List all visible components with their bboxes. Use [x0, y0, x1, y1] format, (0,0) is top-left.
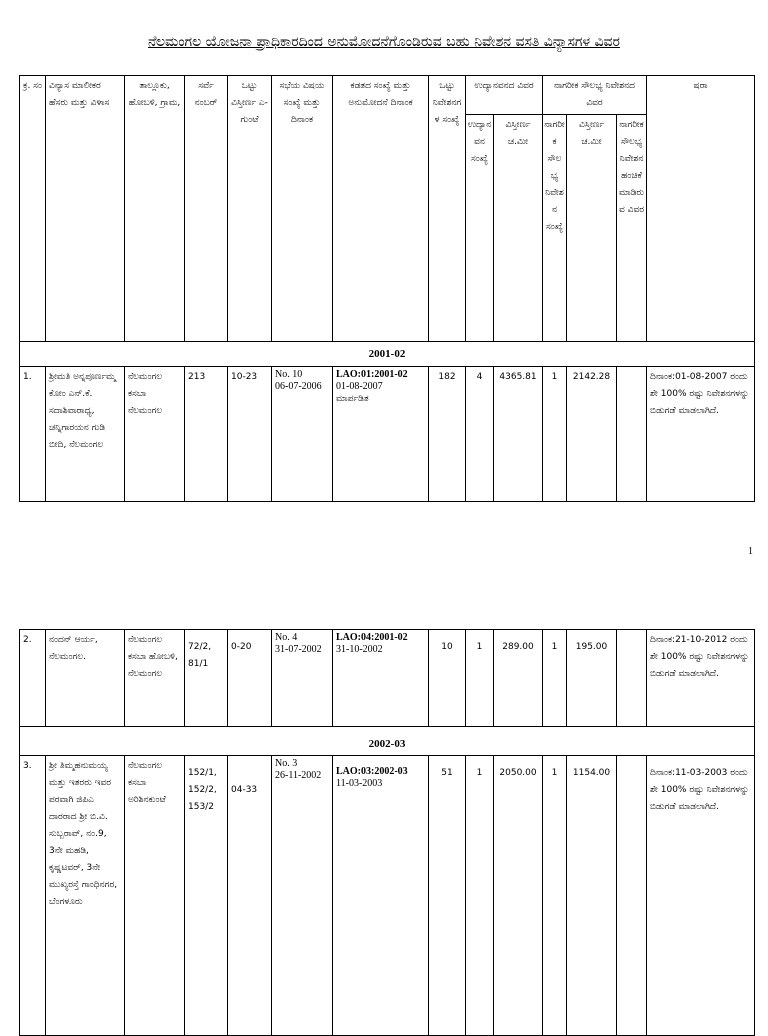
cell-total-area: 10-23: [228, 367, 272, 502]
cell-park-area: 289.00: [494, 630, 543, 727]
cell-serial: 1.: [20, 367, 46, 502]
cell-total-sites: 182: [429, 367, 466, 502]
col-header-total-sites: ಒಟ್ಟು ನಿವೇಶನಗಳ ಸಂಖ್ಯೆ: [429, 76, 466, 342]
cell-serial: 3.: [20, 756, 46, 1036]
cell-meeting: [272, 367, 333, 502]
meeting-date: 06-07-2006: [275, 381, 322, 392]
cell-park-area: 2050.00: [494, 756, 543, 1036]
approval-date: 11-03-2003: [336, 778, 383, 789]
cell-civic-area: 1154.00: [567, 756, 617, 1036]
meeting-number: No. 3: [275, 758, 298, 769]
layouts-table-page-1: [19, 75, 755, 502]
cell-park-count: 1: [466, 756, 494, 1036]
cell-survey: 152/1, 152/2, 153/2: [185, 756, 228, 1036]
cell-meeting: [272, 630, 333, 727]
col-header-park-count: ಉದ್ಯಾನವನ ಸಂಖ್ಯೆ: [466, 115, 494, 342]
col-header-serial: ಕ್ರ. ಸಂ: [20, 76, 46, 342]
cell-owner: ನಂದನ್ ಆರ್ಯ, ನೆಲಮಂಗಲ.: [46, 630, 125, 727]
cell-survey: 72/2, 81/1: [185, 630, 228, 727]
cell-file: [333, 756, 429, 1036]
col-header-civic-group: ನಾಗರೀಕ ಸೌಲಭ್ಯ ನಿವೇಶನದ ವಿವರ: [543, 76, 647, 115]
cell-meeting: [272, 756, 333, 1036]
table-row: [20, 630, 755, 727]
cell-civic-handover: [617, 756, 647, 1036]
col-header-taluk: ತಾಲ್ಲೂಕು, ಹೋಬಳಿ, ಗ್ರಾಮ,: [125, 76, 185, 342]
document-title: ನೆಲಮಂಗಲ ಯೋಜನಾ ಪ್ರಾಧಿಕಾರದಿಂದ ಅನುಮೋದನೆಗೊಂಡಿರುವ ಬಹು ನಿವೇಶನ ವಸತಿ ವಿನ್ಯಾಸಗಳ ವಿವರ: [148, 34, 620, 50]
cell-park-count: 1: [466, 630, 494, 727]
cell-survey: 213: [185, 367, 228, 502]
file-number: LAO:01:2001-02: [336, 369, 408, 380]
cell-park-count: 4: [466, 367, 494, 502]
year-heading-2002-03: 2002-03: [20, 727, 755, 756]
col-header-meeting: ಸಭೆಯ ವಿಷಯ ಸಂಖ್ಯೆ ಮತ್ತು ದಿನಾಂಕ: [272, 76, 333, 342]
header-row: [20, 76, 755, 115]
cell-remarks: ದಿನಾಂಕ:11-03-2003 ರಂದು ಶೇ 100% ರಷ್ಟು ನಿವೇಶನಗಳನ್ನು ಬಿಡುಗಡೆ ಮಾಡಲಾಗಿದೆ.: [647, 756, 755, 1036]
table-row: [20, 756, 755, 1036]
cell-taluk: ನೆಲಮಂಗಲ ಕಸಬಾ ಅರಿಶಿನಕುಂಟೆ: [125, 756, 185, 1036]
approval-date: 01-08-2007: [336, 381, 383, 392]
cell-civic-handover: [617, 630, 647, 727]
approval-date: 31-10-2002: [336, 644, 383, 655]
cell-total-sites: 51: [429, 756, 466, 1036]
file-note: ಮಾರ್ಪಡಿತ: [336, 394, 369, 404]
col-header-civic-handover: ನಾಗರೀಕ ಸೌಲಭ್ಯ ನಿವೇಶನ ಹಂಚಿಕೆ ಮಾಡಿರುವ ವಿವರ: [617, 115, 647, 342]
meeting-date: 31-07-2002: [275, 644, 322, 655]
cell-taluk: ನೆಲಮಂಗಲ ಕಸಬಾ ನೆಲಮಂಗಲ: [125, 367, 185, 502]
meeting-number: No. 10: [275, 369, 303, 380]
cell-total-area: 0-20: [228, 630, 272, 727]
meeting-number: No. 4: [275, 632, 298, 643]
cell-taluk: ನೆಲಮಂಗಲ ಕಸಬಾ ಹೋಬಳಿ, ನೆಲಮಂಗಲ: [125, 630, 185, 727]
layouts-table-page-2: [19, 629, 755, 1036]
col-header-park-area: ವಿಸ್ತೀರ್ಣ ಚ.ಮೀ: [494, 115, 543, 342]
table-row: [20, 367, 755, 502]
file-number: LAO:03:2002-03: [336, 766, 408, 777]
page-number: 1: [748, 546, 753, 557]
col-header-survey: ಸರ್ವೆ ನಂಬರ್: [185, 76, 228, 342]
cell-total-sites: 10: [429, 630, 466, 727]
cell-file: [333, 367, 429, 502]
col-header-civic-area: ವಿಸ್ತೀರ್ಣ ಚ.ಮೀ: [567, 115, 617, 342]
col-header-remarks: ಷರಾ: [647, 76, 755, 342]
cell-owner: ಶ್ರೀ ತಿಮ್ಮಹನುಮಯ್ಯ ಮತ್ತು ಇತರರು ಇವರ ಪರವಾಗಿ ಜಿಪಿಎ ದಾರರಾದ ಶ್ರೀ ಬಿ.ವಿ. ಸುಬ್ಬರಾವ್, ನಂ.9, 3ನೇ ಮಹಡಿ, ಕೃಷ್ಣಟವರ್, 3ನೇ ಮುಖ್ಯರಸ್ತೆ ಗಾಂಧಿನಗರ, ಬೆಂಗಳೂರು: [46, 756, 125, 1036]
col-header-owner: ವಿನ್ಯಾಸ ಮಾಲೀಕರ ಹೆಸರು ಮತ್ತು ವಿಳಾಸ: [46, 76, 125, 342]
year-row: [20, 342, 755, 367]
col-header-total-area: ಒಟ್ಟು ವಿಸ್ತೀರ್ಣ ಎ-ಗುಂಟೆ: [228, 76, 272, 342]
cell-civic-area: 2142.28: [567, 367, 617, 502]
cell-remarks: ದಿನಾಂಕ:01-08-2007 ರಂದು ಶೇ 100% ರಷ್ಟು ನಿವೇಶನಗಳನ್ನು ಬಿಡುಗಡೆ ಮಾಡಲಾಗಿದೆ.: [647, 367, 755, 502]
cell-civic-count: 1: [543, 756, 567, 1036]
meeting-date: 26-11-2002: [275, 770, 322, 781]
cell-civic-handover: [617, 367, 647, 502]
cell-civic-area: 195.00: [567, 630, 617, 727]
cell-owner: ಶ್ರೀಮತಿ ಅನ್ನಪೂರ್ಣಮ್ಮ ಕೋಂ ಎನ್.ಕೆ. ಸದಾಶಿವಾರಾಧ್ಯ, ಚನ್ನಿಗಾರಯನ ಗುಡಿ ಬೀದಿ, ನೆಲಮಂಗಲ: [46, 367, 125, 502]
cell-serial: 2.: [20, 630, 46, 727]
year-heading-2001-02: 2001-02: [20, 342, 755, 367]
cell-total-area: 04-33: [228, 756, 272, 1036]
col-header-file: ಕಡತದ ಸಂಖ್ಯೆ ಮತ್ತು ಅನುಮೋದನೆ ದಿನಾಂಕ: [333, 76, 429, 342]
col-header-civic-count: ನಾಗರೀಕ ಸೌಲಭ್ಯ ನಿವೇಶನ ಸಂಖ್ಯೆ: [543, 115, 567, 342]
col-header-park-group: ಉದ್ಯಾನವನದ ವಿವರ: [466, 76, 543, 115]
cell-remarks: ದಿನಾಂಕ:21-10-2012 ರಂದು ಶೇ 100% ರಷ್ಟು ನಿವೇಶನಗಳನ್ನು ಬಿಡುಗಡೆ ಮಾಡಲಾಗಿದೆ.: [647, 630, 755, 727]
file-number: LAO:04:2001-02: [336, 632, 408, 643]
cell-civic-count: 1: [543, 630, 567, 727]
cell-file: [333, 630, 429, 727]
cell-civic-count: 1: [543, 367, 567, 502]
year-row: [20, 727, 755, 756]
cell-park-area: 4365.81: [494, 367, 543, 502]
